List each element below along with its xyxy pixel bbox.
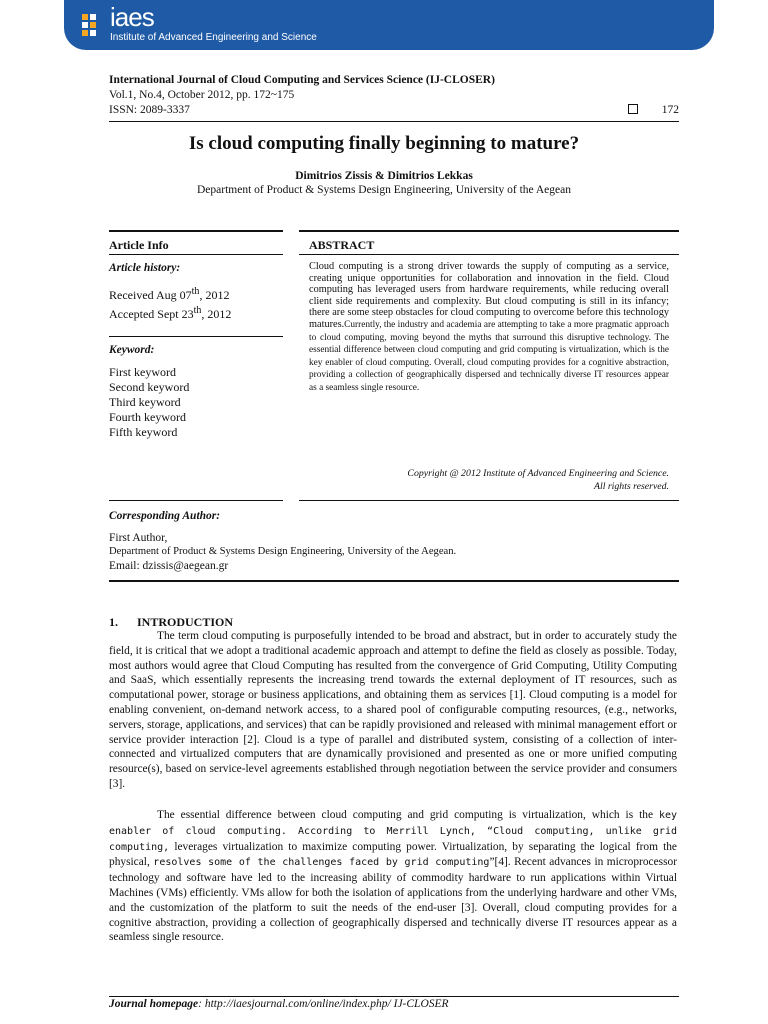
corresponding-author bbox=[109, 531, 456, 573]
keyword-item: First keyword bbox=[109, 365, 176, 379]
keyword-item: Fifth keyword bbox=[109, 425, 178, 439]
section-rule bbox=[109, 580, 679, 582]
journal-volume: Vol.1, No.4, October 2012, pp. 172~175 bbox=[109, 89, 295, 101]
article-history-label: Article history: bbox=[109, 262, 181, 274]
journal-issn: ISSN: 2089-3337 bbox=[109, 104, 190, 116]
corresponding-email: Email: dzissis@aegean.gr bbox=[109, 560, 229, 572]
abstract-bottom-rule bbox=[299, 500, 679, 501]
paper-affiliation: Department of Product & Systems Design Engineering, University of the Aegean bbox=[197, 184, 571, 196]
paper-title: Is cloud computing finally beginning to mature? bbox=[188, 133, 580, 154]
corresponding-name: First Author, bbox=[109, 532, 168, 544]
page-number-area bbox=[628, 103, 679, 118]
paper-authors: Dimitrios Zissis & Dimitrios Lekkas bbox=[295, 170, 473, 182]
corresponding-dept: Department of Product & Systems Design Engineering, University of the Aegean. bbox=[109, 546, 457, 557]
keyword-rule bbox=[109, 336, 283, 337]
article-info-rule bbox=[109, 254, 283, 255]
journal-homepage: Journal homepage: http://iaesjournal.com/online/index.php/ IJ-CLOSER bbox=[109, 998, 449, 1010]
journal-info bbox=[109, 73, 679, 118]
copyright-notice: Copyright @ 2012 Institute of Advanced Engineering and Science. All rights reserved. bbox=[407, 468, 669, 492]
introduction-heading bbox=[109, 615, 233, 630]
header-rule bbox=[109, 121, 679, 122]
issn-row bbox=[109, 103, 679, 118]
journal-homepage-link[interactable]: : http://iaesjournal.com/online/index.php/ IJ-CLOSER bbox=[198, 998, 449, 1010]
corresponding-author-label: Corresponding Author: bbox=[109, 510, 221, 522]
section-title: INTRODUCTION bbox=[137, 615, 234, 629]
article-info-heading: Article Info bbox=[109, 238, 169, 252]
iaes-logo-icon bbox=[82, 12, 106, 42]
logo-text: iaes bbox=[110, 2, 154, 32]
logo-subtitle: Institute of Advanced Engineering and Science bbox=[110, 32, 317, 43]
received-date: Received Aug 07th, 2012 bbox=[109, 286, 230, 302]
publisher-banner bbox=[64, 0, 714, 50]
info-bottom-rule bbox=[109, 500, 283, 501]
abstract-top-rule bbox=[299, 230, 679, 232]
article-info-top-rule bbox=[109, 230, 283, 232]
keyword-item: Third keyword bbox=[109, 395, 181, 409]
page-number: 172 bbox=[661, 104, 679, 116]
square-icon bbox=[628, 104, 638, 114]
keyword-item: Second keyword bbox=[109, 380, 190, 394]
footer-rule bbox=[109, 996, 679, 997]
section-number: 1. bbox=[109, 615, 118, 629]
keyword-list bbox=[109, 365, 189, 440]
journal-name: International Journal of Cloud Computing and Services Science (IJ-CLOSER) bbox=[109, 74, 495, 86]
abstract-text: Cloud computing is a strong driver towards the supply of computing as a service, creating unique opportunities for collaboration and innovation in the field. Cloud computing has leveraged users from hardware requirements, while reducing overall client side requirements and complexity. But cloud computing is still in its infancy; there are some steep obstacles for cloud computing to overcome before this technology matures.Currently, the industry and academia are attempting to take a more pragmatic approach to cloud computing, moving beyond the myths that surround this disruptive technology. The essential difference between cloud computing and grid computing is virtualization, which is the key enabler of cloud computing. Overall, cloud computing provides for a cognitive abstraction, providing a collection of geographically dispersed and technically diverse IT resources appear as a seamless single resource. bbox=[309, 261, 669, 393]
keyword-label: Keyword: bbox=[109, 344, 155, 356]
keyword-item: Fourth keyword bbox=[109, 410, 186, 424]
accepted-date: Accepted Sept 23th, 2012 bbox=[109, 305, 232, 321]
article-history bbox=[109, 284, 231, 322]
introduction-paragraph-1: The term cloud computing is purposefully intended to be broad and abstract, but in order to accurately study the field, it is critical that we adopt a traditional academic approach and attempt to define the field as closely as possible. Today, most authors would agree that Cloud Computing has resulted from the convergence of Grid Computing, Utility Computing and SaaS, which essentially represents the increasing trend towards the external deployment of IT resources, such as computational power, storage or business applications, and obtaining them as services [1]. Cloud computing is a model for enabling convenient, on-demand network access, to a shared pool of configurable computing resources, (e.g., networks, servers, storage, applications, and services) that can be rapidly provisioned and released with minimal management effort or service provider interaction [2]. Cloud is a type of parallel and distributed system, consisting of a collection of inter-connected and virtualized computers that are dynamically provisioned and presented as one or more unified computing resource(s), based on service-level agreements established through negotiation between the service provider and consumers [3]. bbox=[109, 630, 677, 790]
abstract-heading: ABSTRACT bbox=[309, 238, 375, 252]
introduction-paragraph-2: The essential difference between cloud computing and grid computing is virtualization, which is the key enabler of cloud computing. According to Merrill Lynch, “Cloud computing, unlike grid computing, leverages virtualization to maximize computing power. Virtualization, by separating the logical from the physical, resolves some of the challenges faced by grid computing”[4]. Recent advances in microprocessor technology and software have led to the increasing ability of commodity hardware to run applications within Virtual Machines (VMs) efficiently. VMs allow for both the isolation of applications from the underlying hardware and other VMs, and the customization of the platform to suit the needs of the end-user [3]. Overall, cloud computing provides for a cognitive abstraction, providing a collection of geographically dispersed and technically diverse IT resources appear as a seamless single resource. bbox=[109, 809, 678, 944]
abstract-rule bbox=[299, 254, 679, 255]
